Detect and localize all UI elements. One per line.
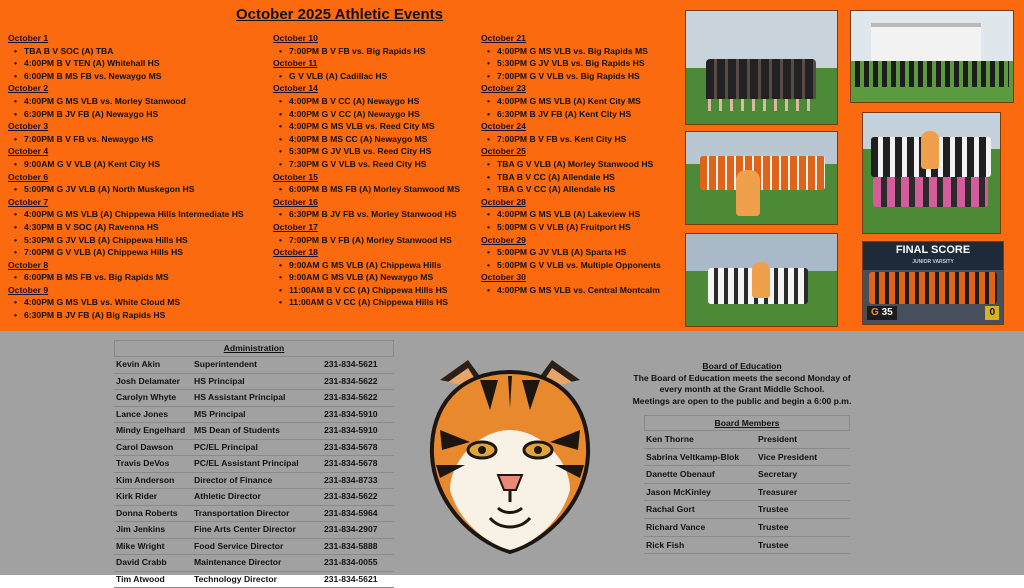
event-date: October 11 (273, 57, 479, 70)
event-item: • 6:30PM B JV FB (A) Big Rapids HS (8, 309, 270, 322)
board-info-line-2: every month at the Grant Middle School. (628, 384, 856, 396)
administration-table (114, 340, 394, 588)
event-item: • G V VLB (A) Cadillac HS (273, 70, 479, 83)
event-item: • TBA G V VLB (A) Morley Stanwood HS (481, 158, 681, 171)
event-item: • 5:00PM G JV VLB (A) North Muskegon HS (8, 183, 270, 196)
event-item: • 5:30PM G JV VLB (A) Chippewa Hills HS (8, 234, 270, 247)
event-item: • 6:00PM B MS FB vs. Newaygo MS (8, 70, 270, 83)
event-item: • 4:00PM G MS VLB (A) Chippewa Hills Intermediate HS (8, 208, 270, 221)
team-figures (700, 156, 825, 190)
staff-title: MS Dean of Students (194, 423, 280, 439)
staff-name: Tim Atwood (116, 572, 165, 588)
table-row (114, 489, 394, 506)
member-name: Richard Vance (646, 519, 705, 536)
staff-name: Kim Anderson (116, 473, 174, 489)
administration-heading: Administration (114, 340, 394, 357)
event-item: • 6:30PM B JV FB (A) Kent City HS (481, 108, 681, 121)
member-role: President (758, 431, 797, 448)
staff-name: Carolyn Whyte (116, 390, 176, 406)
table-row (644, 449, 850, 467)
event-item: • 7:00PM B V FB (A) Morley Stanwood HS (273, 234, 479, 247)
event-item: • 4:00PM G MS VLB (A) Kent City MS (481, 95, 681, 108)
event-item: • 9:00AM G V VLB (A) Kent City HS (8, 158, 270, 171)
staff-title: Food Service Director (194, 539, 283, 555)
team-figures (869, 272, 997, 304)
event-item: • 9:00AM G MS VLB (A) Newaygo MS (273, 271, 479, 284)
staff-name: Jim Jenkins (116, 522, 165, 538)
event-item: • 4:00PM G V CC (A) Newaygo HS (273, 108, 479, 121)
team-photo-1 (685, 10, 838, 125)
event-item: • 7:00PM G V VLB (A) Chippewa Hills HS (8, 246, 270, 259)
table-row (114, 390, 394, 407)
team-figures-front (873, 177, 988, 207)
table-row (114, 423, 394, 440)
tiger-mascot (921, 131, 939, 169)
board-of-education (628, 361, 856, 407)
event-item: • 4:00PM B MS CC (A) Newaygo MS (273, 133, 479, 146)
board-heading: Board of Education (628, 361, 856, 373)
staff-name: Mike Wright (116, 539, 165, 555)
staff-title: PC/EL Assistant Principal (194, 456, 299, 472)
event-item: • 9:00AM G MS VLB (A) Chippewa Hills (273, 259, 479, 272)
event-date: October 9 (8, 284, 270, 297)
event-item: • 4:00PM G MS VLB vs. Big Rapids MS (481, 45, 681, 58)
staff-name: Donna Roberts (116, 506, 178, 522)
staff-name: Carol Dawson (116, 440, 173, 456)
event-date: October 14 (273, 82, 479, 95)
event-date: October 18 (273, 246, 479, 259)
event-item: • 6:30PM B JV FB vs. Morley Stanwood HS (273, 208, 479, 221)
page-title: October 2025 Athletic Events (236, 6, 443, 23)
event-date: October 4 (8, 145, 270, 158)
calendar-column-3 (481, 32, 681, 296)
member-name: Rick Fish (646, 537, 684, 554)
staff-name: Kirk Rider (116, 489, 157, 505)
event-date: October 21 (481, 32, 681, 45)
table-row (644, 519, 850, 537)
board-info-line-1: The Board of Education meets the second Monday of (628, 373, 856, 385)
staff-title: Fine Arts Center Director (194, 522, 296, 538)
event-item: • 4:00PM G MS VLB vs. Central Montcalm (481, 284, 681, 297)
member-name: Danette Obenauf (646, 466, 715, 483)
event-item: • 11:00AM G V CC (A) Chippewa Hills HS (273, 296, 479, 309)
event-item: • 7:00PM B V FB vs. Big Rapids HS (273, 45, 479, 58)
staff-title: MS Principal (194, 407, 246, 423)
member-name: Rachal Gort (646, 501, 695, 518)
event-item: • 4:00PM G MS VLB vs. Morley Stanwood (8, 95, 270, 108)
event-item: • 5:00PM G JV VLB (A) Sparta HS (481, 246, 681, 259)
table-row (114, 539, 394, 556)
staff-title: PC/EL Principal (194, 440, 258, 456)
staff-title: Superintendent (194, 357, 257, 373)
team-figures (706, 59, 816, 111)
team-photo-5 (685, 233, 838, 327)
event-item: • 7:00PM G V VLB vs. Big Rapids HS (481, 70, 681, 83)
staff-title: Director of Finance (194, 473, 272, 489)
table-row (114, 374, 394, 391)
staff-phone: 231-834-5910 (324, 423, 378, 439)
event-item: • 6:00PM B MS FB vs. Big Rapids MS (8, 271, 270, 284)
member-role: Trustee (758, 501, 789, 518)
staff-phone: 231-834-5622 (324, 374, 378, 390)
event-item: • TBA B V CC (A) Allendale HS (481, 171, 681, 184)
member-role: Trustee (758, 537, 789, 554)
member-role: Secretary (758, 466, 797, 483)
board-members-heading: Board Members (644, 415, 850, 431)
event-date: October 28 (481, 196, 681, 209)
event-date: October 6 (8, 171, 270, 184)
event-date: October 16 (273, 196, 479, 209)
event-date: October 29 (481, 234, 681, 247)
member-name: Sabrina Veltkamp-Blok (646, 449, 739, 466)
staff-name: Mindy Engelhard (116, 423, 185, 439)
staff-phone: 231-834-5622 (324, 390, 378, 406)
event-date: October 24 (481, 120, 681, 133)
member-role: Vice President (758, 449, 817, 466)
tiger-mascot (736, 170, 760, 216)
event-item: • 5:00PM G V VLB (A) Fruitport HS (481, 221, 681, 234)
event-item: • 11:00AM B V CC (A) Chippewa Hills HS (273, 284, 479, 297)
event-item: • 4:00PM G MS VLB vs. Reed City MS (273, 120, 479, 133)
board-info-line-3: Meetings are open to the public and begin a 6:00 p.m. (628, 396, 856, 408)
staff-title: Technology Director (194, 572, 277, 588)
table-row (644, 537, 850, 555)
table-row (644, 484, 850, 502)
final-score-heading: FINAL SCORE (863, 242, 1003, 258)
staff-title: Maintenance Director (194, 555, 281, 571)
event-item: • 6:00PM B MS FB (A) Morley Stanwood MS (273, 183, 479, 196)
event-item: • 5:30PM G JV VLB vs. Big Rapids HS (481, 57, 681, 70)
staff-phone: 231-834-5964 (324, 506, 378, 522)
event-date: October 25 (481, 145, 681, 158)
final-score-subheading: JUNIOR VARSITY (863, 258, 1003, 266)
member-name: Jason McKinley (646, 484, 711, 501)
table-row (114, 440, 394, 457)
event-item: • 4:00PM G MS VLB vs. White Cloud MS (8, 296, 270, 309)
event-date: October 7 (8, 196, 270, 209)
staff-phone: 231-834-2907 (324, 522, 378, 538)
calendar-column-1 (8, 32, 270, 322)
event-date: October 23 (481, 82, 681, 95)
event-item: • 5:00PM G V VLB vs. Multiple Opponents (481, 259, 681, 272)
event-date: October 30 (481, 271, 681, 284)
event-date: October 17 (273, 221, 479, 234)
event-date: October 2 (8, 82, 270, 95)
staff-phone: 231-834-5678 (324, 440, 378, 456)
table-row (114, 407, 394, 424)
event-item: • TBA B V SOC (A) TBA (8, 45, 270, 58)
staff-title: HS Assistant Principal (194, 390, 285, 406)
staff-phone: 231-834-5910 (324, 407, 378, 423)
event-item: • TBA G V CC (A) Allendale HS (481, 183, 681, 196)
staff-title: Athletic Director (194, 489, 261, 505)
member-role: Trustee (758, 519, 789, 536)
table-row (114, 506, 394, 523)
event-item: • 6:30PM B JV FB (A) Newaygo HS (8, 108, 270, 121)
table-row (644, 501, 850, 519)
tiger-logo (420, 350, 600, 555)
event-date: October 3 (8, 120, 270, 133)
table-row (114, 357, 394, 374)
member-name: Ken Thorne (646, 431, 694, 448)
staff-phone: 231-834-5888 (324, 539, 378, 555)
table-row (114, 522, 394, 539)
score-right: 0 (985, 306, 999, 320)
event-item: • 7:00PM B V FB vs. Kent City HS (481, 133, 681, 146)
event-date: October 1 (8, 32, 270, 45)
board-members-table (644, 415, 850, 554)
calendar-column-2 (273, 32, 479, 309)
table-row (114, 473, 394, 490)
staff-title: Transportation Director (194, 506, 290, 522)
event-item: • 7:30PM G V VLB vs. Reed City HS (273, 158, 479, 171)
staff-phone: 231-834-5621 (324, 357, 378, 373)
table-row (114, 456, 394, 473)
staff-name: Josh Delamater (116, 374, 180, 390)
table-row (644, 431, 850, 449)
tiger-mascot (752, 262, 770, 298)
staff-name: Travis DeVos (116, 456, 169, 472)
event-item: • 4:30PM B V SOC (A) Ravenna HS (8, 221, 270, 234)
team-photo-4 (862, 112, 1001, 234)
event-date: October 10 (273, 32, 479, 45)
staff-phone: 231-834-0055 (324, 555, 378, 571)
staff-name: Kevin Akin (116, 357, 160, 373)
staff-phone: 231-834-5621 (324, 572, 378, 588)
team-photo-3 (685, 131, 838, 225)
table-row (114, 555, 394, 572)
event-item: • 4:00PM B V TEN (A) Whitehall HS (8, 57, 270, 70)
team-figures (855, 61, 1009, 87)
table-row (114, 572, 394, 588)
staff-phone: 231-834-5678 (324, 456, 378, 472)
event-date: October 15 (273, 171, 479, 184)
staff-title: HS Principal (194, 374, 245, 390)
staff-phone: 231-834-5622 (324, 489, 378, 505)
table-row (644, 466, 850, 484)
member-role: Treasurer (758, 484, 797, 501)
score-left: G 35 (867, 306, 897, 320)
event-item: • 5:30PM G JV VLB vs. Reed City HS (273, 145, 479, 158)
staff-name: David Crabb (116, 555, 167, 571)
event-item: • 4:00PM G MS VLB (A) Lakeview HS (481, 208, 681, 221)
event-item: • 4:00PM B V CC (A) Newaygo HS (273, 95, 479, 108)
event-item: • 7:00PM B V FB vs. Newaygo HS (8, 133, 270, 146)
staff-phone: 231-834-8733 (324, 473, 378, 489)
staff-name: Lance Jones (116, 407, 168, 423)
final-score-graphic (862, 241, 1004, 325)
event-date: October 8 (8, 259, 270, 272)
team-photo-2 (850, 10, 1014, 103)
final-score-banner (863, 242, 1003, 270)
